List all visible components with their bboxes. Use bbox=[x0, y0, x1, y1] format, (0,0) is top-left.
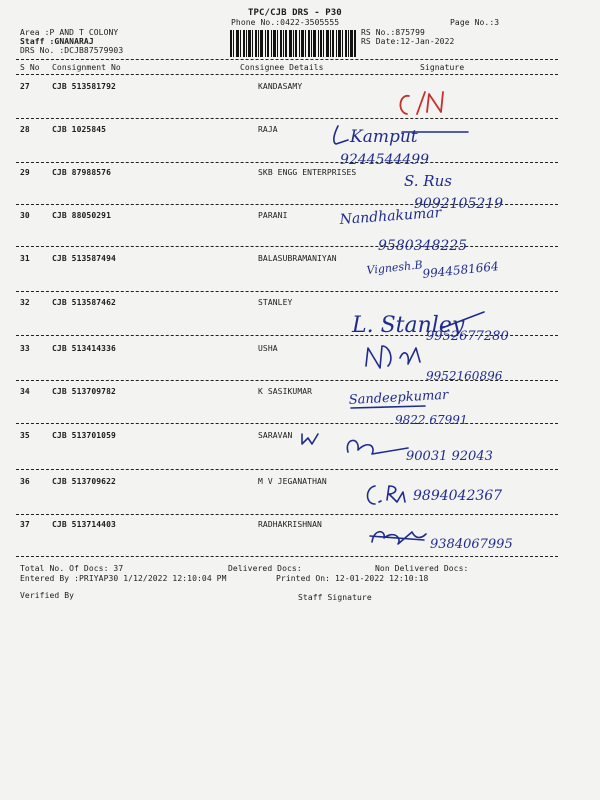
row-signature-phone: 9822 67991 bbox=[395, 413, 468, 427]
row-signature-phone: 9952160896 bbox=[426, 369, 503, 383]
row-signature-name: Nandhakumar bbox=[339, 204, 442, 228]
row-signature bbox=[330, 120, 510, 170]
verified-by: Verified By bbox=[20, 591, 75, 600]
row-consignment-no: CJB 513709782 bbox=[52, 387, 116, 396]
row-consignee: KANDASAMY bbox=[258, 82, 303, 91]
row-signature-phone: 90031 92043 bbox=[406, 449, 493, 464]
row-signature-phone: 9952677280 bbox=[426, 329, 509, 344]
non-delivered-docs: Non Delivered Docs: bbox=[375, 564, 469, 573]
drs-number: DRS No. :DCJB87579903 bbox=[20, 46, 124, 55]
page-number: Page No.:3 bbox=[450, 18, 500, 27]
row-consignee: K SASIKUMAR bbox=[258, 387, 313, 396]
row-signature-phone: 9894042367 bbox=[413, 488, 503, 504]
row-divider bbox=[16, 469, 558, 470]
column-header-signature: Signature bbox=[420, 63, 465, 72]
column-header-sno: S No bbox=[20, 63, 40, 72]
total-docs: Total No. Of Docs: 37 bbox=[20, 564, 124, 573]
column-header-consignment: Consignment No bbox=[52, 63, 121, 72]
row-consignment-no: CJB 513414336 bbox=[52, 344, 116, 353]
row-signature bbox=[368, 524, 558, 556]
row-sno: 34 bbox=[20, 387, 30, 396]
svg-text:Kamput: Kamput bbox=[350, 127, 418, 147]
row-consignment-no: CJB 1025845 bbox=[52, 125, 107, 134]
row-sno: 32 bbox=[20, 298, 30, 307]
row-consignee: RADHAKRISHNAN bbox=[258, 520, 322, 529]
row-consignment-no: CJB 513714403 bbox=[52, 520, 116, 529]
column-header-consignee: Consignee Details bbox=[240, 63, 324, 72]
rs-date: RS Date:12-Jan-2022 bbox=[361, 37, 455, 46]
row-sno: 28 bbox=[20, 125, 30, 134]
row-sno: 29 bbox=[20, 168, 30, 177]
row-divider bbox=[16, 118, 558, 119]
row-sno: 33 bbox=[20, 344, 30, 353]
row-sno: 36 bbox=[20, 477, 30, 486]
row-consignee: USHA bbox=[258, 344, 278, 353]
row-consignee: M V JEGANATHAN bbox=[258, 477, 327, 486]
row-consignee: SKB ENGG ENTERPRISES bbox=[258, 168, 357, 177]
header-divider bbox=[16, 59, 558, 60]
delivered-docs: Delivered Docs: bbox=[228, 564, 302, 573]
row-signature-phone: 9580348225 bbox=[378, 238, 468, 254]
row-consignee: BALASUBRAMANIYAN bbox=[258, 254, 337, 263]
row-signature-phone: 9092105219 bbox=[414, 196, 504, 212]
row-consignment-no: CJB 513581792 bbox=[52, 82, 116, 91]
row-consignee: STANLEY bbox=[258, 298, 293, 307]
row-consignment-no: CJB 87988576 bbox=[52, 168, 111, 177]
svg-text:S. Rus: S. Rus bbox=[404, 172, 452, 190]
red-cn-mark-icon bbox=[395, 88, 455, 120]
phone-number: Phone No.:0422-3505555 bbox=[231, 18, 340, 27]
row-consignment-no: CJB 513709622 bbox=[52, 477, 116, 486]
row-consignee: RAJA bbox=[258, 125, 278, 134]
row-signature bbox=[360, 340, 540, 384]
row-sno: 37 bbox=[20, 520, 30, 529]
row-consignee: PARANI bbox=[258, 211, 288, 220]
row-sno: 31 bbox=[20, 254, 30, 263]
row-signature-phone: 9384067995 bbox=[430, 537, 513, 552]
row-signature-name: Vignesh.B bbox=[365, 258, 424, 277]
row-signature bbox=[345, 388, 525, 428]
printed-on: Printed On: 12-01-2022 12:10:18 bbox=[276, 574, 429, 583]
row-sno: 35 bbox=[20, 431, 30, 440]
row-consignee: SARAVAN bbox=[258, 431, 293, 440]
row-signature bbox=[298, 428, 558, 468]
row-signature bbox=[365, 480, 535, 516]
document-title: TPC/CJB DRS - P30 bbox=[248, 8, 342, 18]
table-bottom-divider bbox=[16, 556, 558, 557]
row-sno: 27 bbox=[20, 82, 30, 91]
row-signature-phone: 9244544499 bbox=[340, 152, 430, 168]
row-sno: 30 bbox=[20, 211, 30, 220]
row-signature-name: Sandeepkumar bbox=[348, 387, 449, 408]
barcode bbox=[230, 30, 356, 57]
row-signature-phone: 9944581664 bbox=[421, 259, 500, 281]
staff-label: Staff :GNANARAJ bbox=[20, 37, 94, 46]
row-signature-name: L. Stanley bbox=[352, 313, 465, 338]
row-signature bbox=[365, 256, 565, 296]
area-label: Area :P AND T COLONY bbox=[20, 28, 119, 37]
staff-signature: Staff Signature bbox=[298, 593, 372, 602]
entered-by: Entered By :PRIYAP30 1/12/2022 12:10:04 PM bbox=[20, 574, 227, 583]
row-consignment-no: CJB 513587494 bbox=[52, 254, 116, 263]
row-consignment-no: CJB 88050291 bbox=[52, 211, 111, 220]
row-consignment-no: CJB 513701059 bbox=[52, 431, 116, 440]
row-consignment-no: CJB 513587462 bbox=[52, 298, 116, 307]
rs-number: RS No.:875799 bbox=[361, 28, 425, 37]
column-header-divider bbox=[16, 74, 558, 75]
